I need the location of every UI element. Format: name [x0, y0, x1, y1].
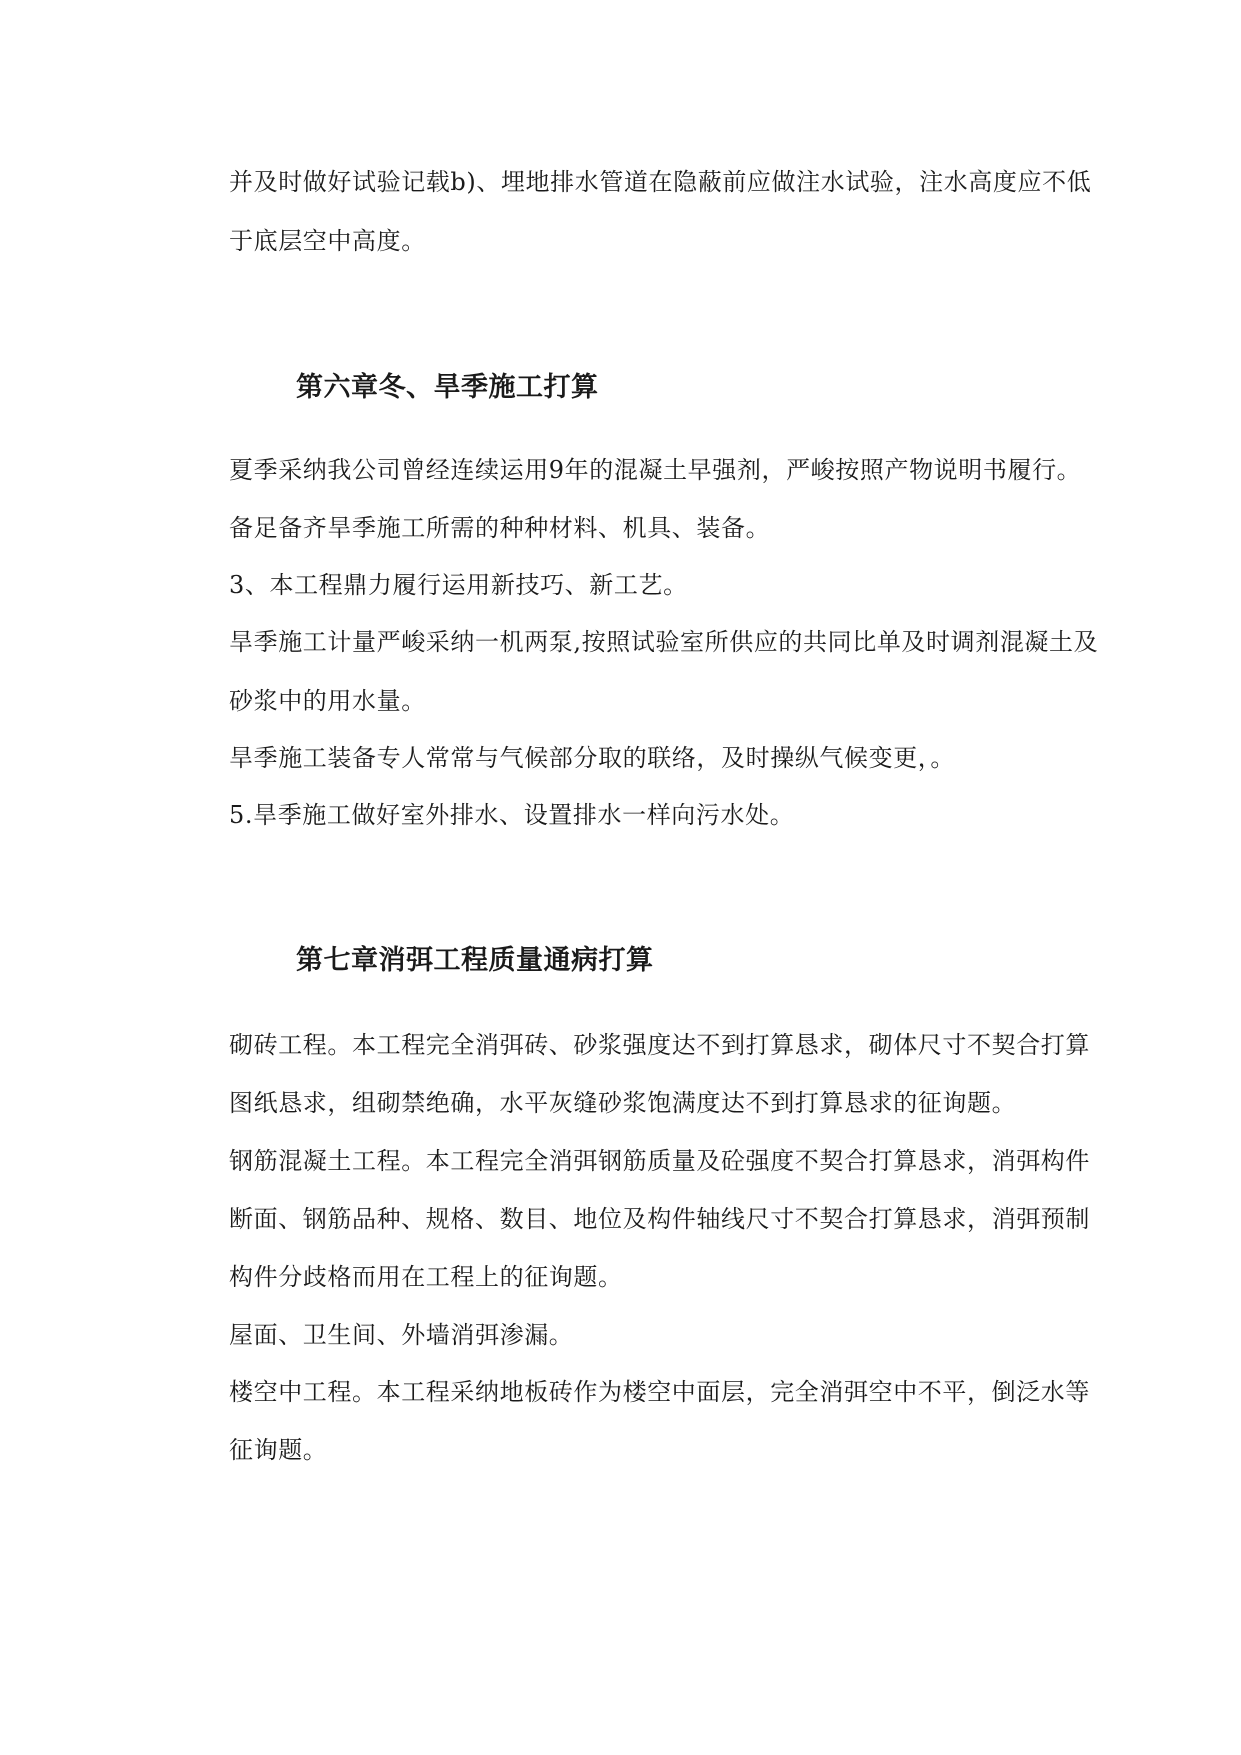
paragraph-line: 3、本工程鼎力履行运用新技巧、新工艺。 [229, 571, 688, 599]
paragraph-line: 征询题。 [229, 1436, 328, 1464]
paragraph-line: 5.旱季施工做好室外排水、设置排水一样向污水处。 [229, 801, 795, 829]
chapter-6-heading: 第六章冬、旱季施工打算 [296, 372, 599, 403]
paragraph-line: 夏季采纳我公司曾经连续运用9年的混凝土早强剂，严峻按照产物说明书履行。 [229, 456, 1082, 484]
paragraph-line: 砂浆中的用水量。 [229, 687, 426, 715]
paragraph-line: 屋面、卫生间、外墙消弭渗漏。 [229, 1321, 574, 1349]
paragraph-line: 砌砖工程。本工程完全消弭砖、砂浆强度达不到打算恳求，砌体尺寸不契合打算 [229, 1031, 1090, 1059]
chapter-7-heading: 第七章消弭工程质量通病打算 [296, 945, 654, 976]
paragraph-line: 并及时做好试验记载b)、埋地排水管道在隐蔽前应做注水试验，注水高度应不低 [229, 168, 1092, 196]
paragraph-line: 构件分歧格而用在工程上的征询题。 [229, 1263, 623, 1291]
paragraph-line: 楼空中工程。本工程采纳地板砖作为楼空中面层，完全消弭空中不平，倒泛水等 [229, 1378, 1090, 1406]
paragraph-line: 于底层空中高度。 [229, 227, 426, 255]
paragraph-line: 旱季施工计量严峻采纳一机两泵,按照试验室所供应的共同比单及时调剂混凝土及 [229, 628, 1099, 656]
paragraph-line: 旱季施工装备专人常常与气候部分取的联络，及时操纵气候变更，。 [229, 744, 955, 772]
paragraph-line: 钢筋混凝土工程。本工程完全消弭钢筋质量及砼强度不契合打算恳求，消弭构件 [229, 1147, 1090, 1175]
paragraph-line: 备足备齐旱季施工所需的种种材料、机具、装备。 [229, 514, 771, 542]
paragraph-line: 图纸恳求，组砌禁绝确，水平灰缝砂浆饱满度达不到打算恳求的征询题。 [229, 1089, 1017, 1117]
paragraph-line: 断面、钢筋品种、规格、数目、地位及构件轴线尺寸不契合打算恳求，消弭预制 [229, 1205, 1090, 1233]
